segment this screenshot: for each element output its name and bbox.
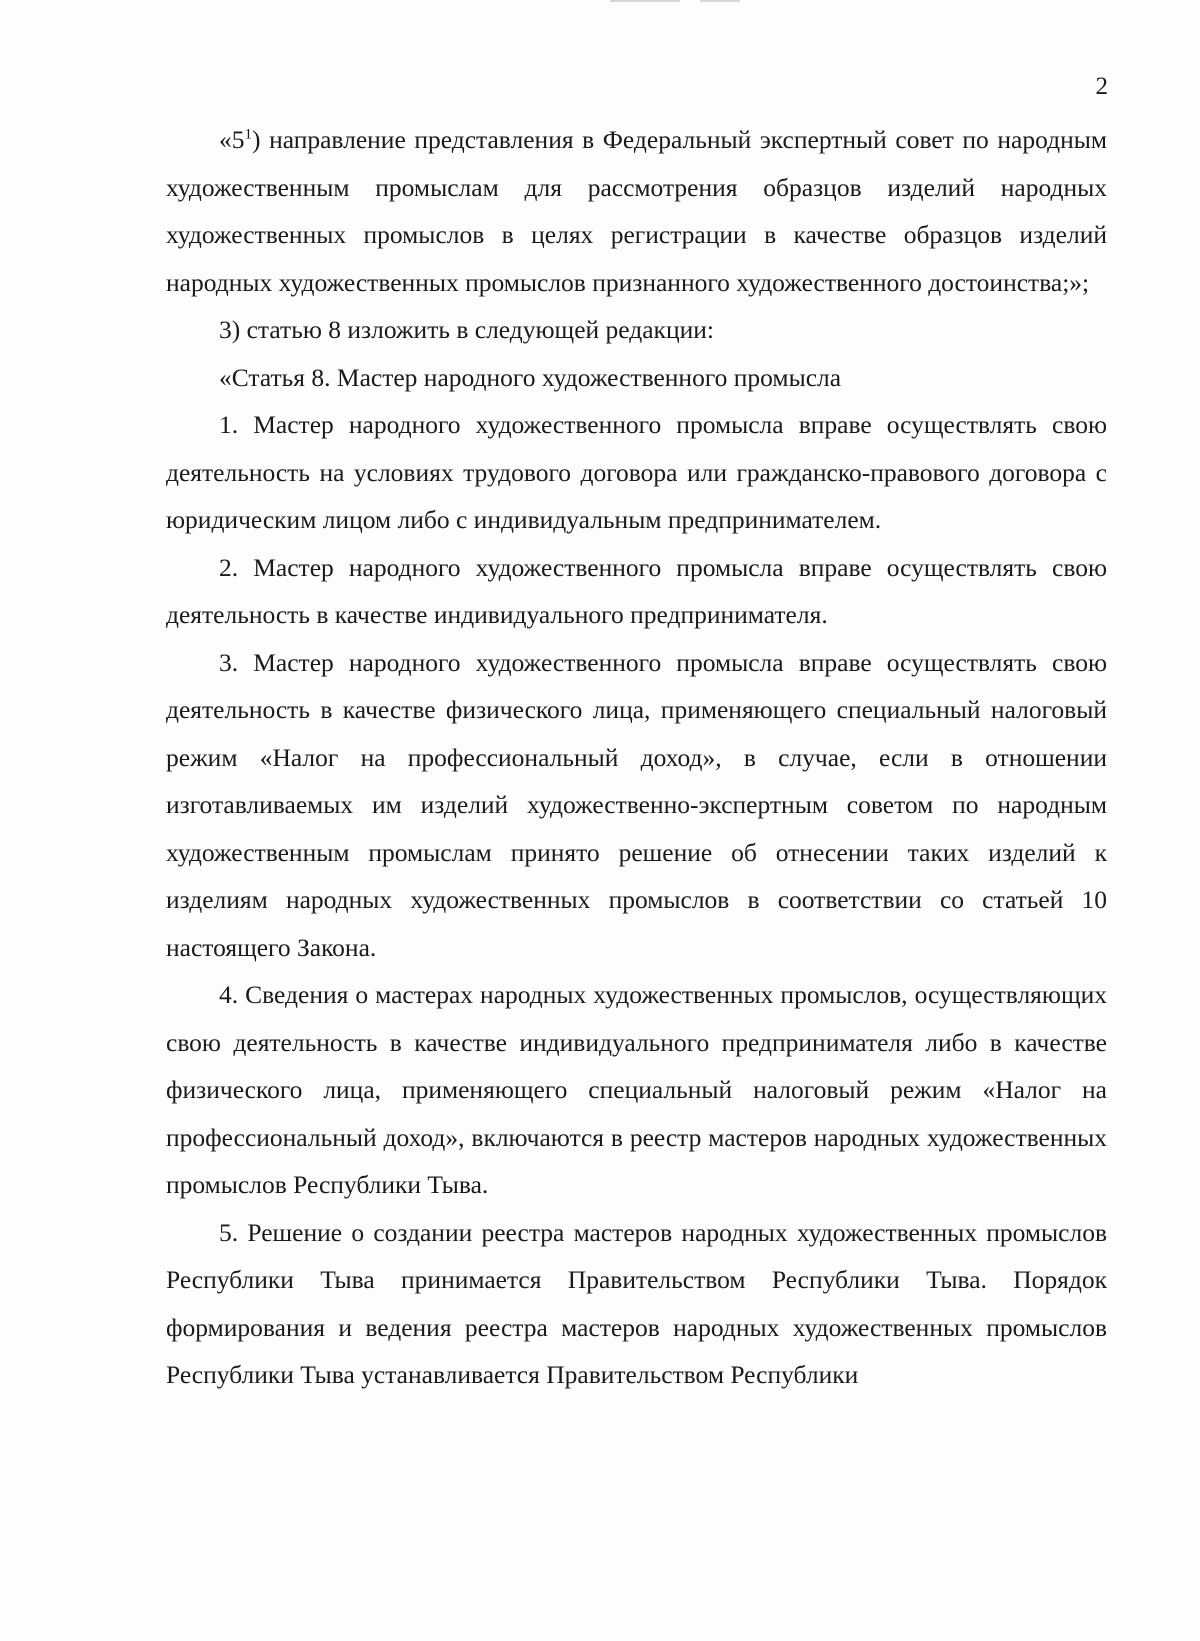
superscript-index: 1 [244, 126, 252, 143]
article-8-clause-5: 5. Решение о создании реестра мастеров народных художественных промыслов Республики Тыва принимается Правительством Республики Тыва. Порядок формирования и ведения реестра мастеров народных художественных промыслов Республики Тыва устанавливается Правительством Республики [166, 1217, 1107, 1389]
document-body [166, 116, 1107, 1399]
article-8-clause-1: 1. Мастер народного художественного промысла вправе осуществлять свою деятельность на условиях трудового договора или гражданско-правового договора с юридическим лицом либо с индивидуальным предпринимателем. [166, 410, 1107, 534]
article-8-clause-4: 4. Сведения о мастерах народных художественных промыслов, осуществляющих свою деятельность в качестве индивидуального предпринимателя либо в качестве физического лица, применяющего специальный налоговый режим «Налог на профессиональный доход», включаются в реестр мастеров народных художественных промыслов Республики Тыва. [166, 980, 1107, 1199]
page-number: 2 [1095, 73, 1108, 100]
paragraph-5-1 [166, 116, 1107, 306]
paragraph-amendment-3: 3) статью 8 изложить в следующей редакции: [219, 315, 714, 344]
article-8-heading: «Статья 8. Мастер народного художественного промысла [219, 362, 842, 392]
paragraph-body: ) направление представления в Федеральный экспертный совет по народным художественным промыслам для рассмотрения образцов изделий народных художественных промыслов в целях регистрации в качестве образцов изделий народных художественных промыслов признанного художественного достоинства;»; [166, 125, 1107, 297]
scan-artifact [610, 0, 680, 2]
scan-artifact [700, 0, 740, 2]
article-8-clause-2: 2. Мастер народного художественного промысла вправе осуществлять свою деятельность в качестве индивидуального предпринимателя. [166, 552, 1107, 629]
article-8-clause-3: 3. Мастер народного художественного промысла вправе осуществлять свою деятельность в качестве физического лица, применяющего специальный налоговый режим «Налог на профессиональный доход», в случае, если в отношении изготавливаемых им изделий художественно-экспертным советом по народным художественным промыслам принято решение об отнесении таких изделий к изделиям народных художественных промыслов в соответствии со статьей 10 настоящего Закона. [166, 647, 1107, 962]
paragraph-prefix: «5 [219, 125, 245, 154]
